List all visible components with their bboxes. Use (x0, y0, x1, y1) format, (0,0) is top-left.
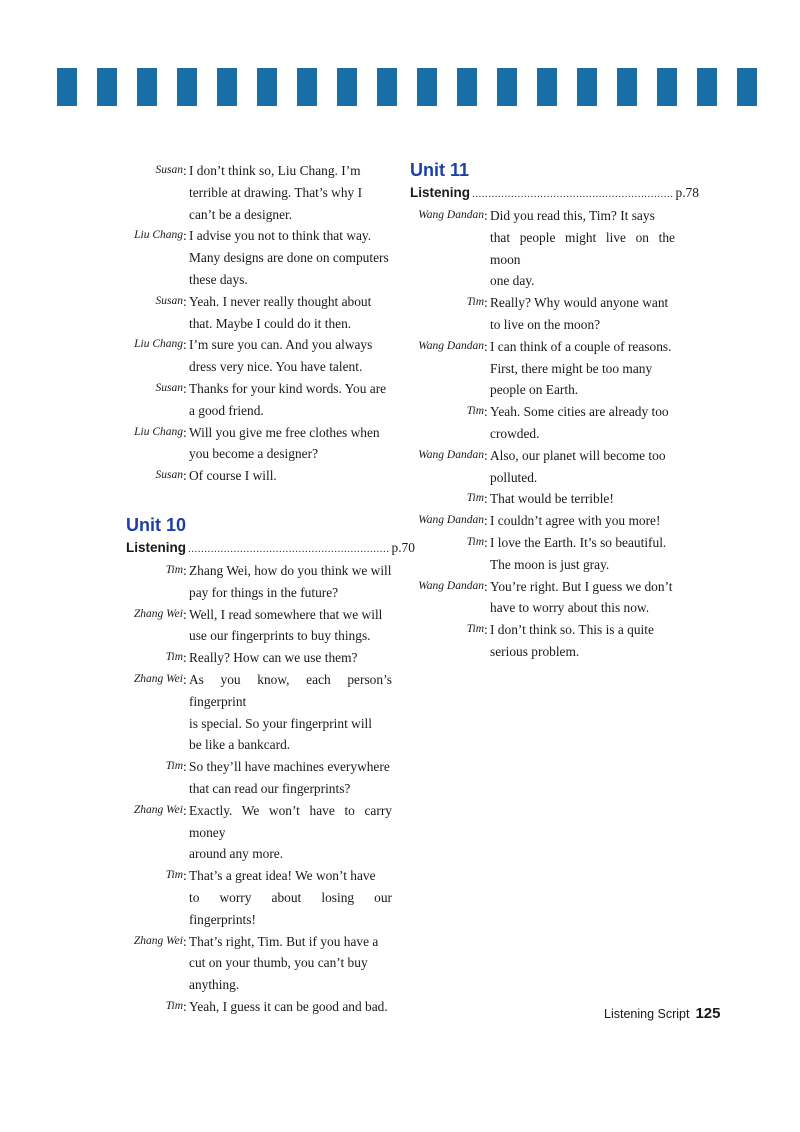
dialogue-text: that people might live on the moon (490, 229, 675, 267)
header-stripe-band (57, 68, 757, 106)
footer-label: Listening Script (604, 1007, 690, 1021)
speaker-name: Wang Dandan (418, 448, 484, 461)
unit-10-dialogue (126, 560, 392, 1018)
left-column (126, 160, 415, 1018)
dialogue-text: I don’t think so. This is a quite (490, 622, 654, 638)
dialogue-text: cut on your thumb, you can’t buy (189, 955, 368, 971)
speaker-name: Zhang Wei (133, 934, 183, 947)
dialogue-line (410, 597, 675, 619)
header-stripe (337, 68, 357, 106)
dialogue-text: Exactly. We won’t have to carry money (189, 802, 392, 840)
speaker-name: Tim (466, 405, 484, 418)
dialogue-text: Zhang Wei, how do you think we will (189, 562, 392, 578)
speaker-indent (410, 227, 484, 271)
dialogue-text: crowded. (490, 425, 540, 441)
speaker-name: Tim (165, 760, 183, 773)
speaker-colon: : (484, 295, 488, 311)
dialogue-text: to worry about losing our fingerprints! (189, 889, 392, 927)
dialogue-line (126, 313, 392, 335)
dialogue-text: I advise you not to think that way. (189, 228, 372, 244)
header-stripe (177, 68, 197, 106)
speaker-indent (410, 467, 484, 489)
page-reference: p.78 (675, 185, 699, 200)
speaker-colon: : (183, 671, 187, 687)
speaker-indent (126, 204, 183, 226)
dialogue-text: anything. (189, 977, 240, 993)
header-stripe (257, 68, 277, 106)
dialogue-line (410, 576, 675, 598)
header-stripe (697, 68, 717, 106)
dialogue-line (126, 160, 392, 182)
speaker-indent (410, 379, 484, 401)
unit-10-title: Unit 10 (126, 514, 187, 535)
header-stripe (657, 68, 677, 106)
dialogue-line (126, 291, 392, 313)
speaker-name: Zhang Wei (133, 803, 183, 816)
dialogue-text: Really? Why would anyone want (490, 295, 669, 311)
dialogue-text: people on Earth. (490, 382, 579, 398)
header-stripe (57, 68, 77, 106)
speaker-indent (126, 778, 183, 800)
header-stripe (137, 68, 157, 106)
header-stripe (737, 68, 757, 106)
header-stripe (617, 68, 637, 106)
dialogue-text: Did you read this, Tim? It says (490, 208, 655, 223)
speaker-name: Susan (155, 469, 183, 482)
dialogue-continued (126, 160, 392, 487)
speaker-indent (410, 641, 484, 663)
speaker-indent (410, 554, 484, 576)
dialogue-line (126, 734, 392, 756)
dialogue-text: Will you give me free clothes when (189, 424, 380, 440)
speaker-name: Wang Dandan (418, 579, 484, 592)
dialogue-line (126, 378, 392, 400)
speaker-name: Zhang Wei (133, 672, 183, 685)
dialogue-text: that can read our fingerprints? (189, 780, 351, 796)
unit-10-section (126, 513, 415, 1018)
dialogue-line (410, 423, 675, 445)
speaker-colon: : (183, 228, 187, 244)
dialogue-line (126, 865, 392, 887)
speaker-indent (410, 314, 484, 336)
speaker-indent (126, 400, 183, 422)
dialogue-text: As you know, each person’s fingerprint (189, 671, 392, 709)
dialogue-line (126, 974, 392, 996)
dialogue-text: You’re right. But I guess we don’t (490, 578, 673, 594)
leader-dots: .............................................................. (188, 542, 390, 555)
speaker-indent (126, 182, 183, 204)
speaker-name: Susan (155, 164, 183, 176)
unit-10-listening-row (126, 537, 415, 560)
dialogue-line (126, 247, 392, 269)
header-stripe (97, 68, 117, 106)
speaker-name: Tim (165, 563, 183, 576)
speaker-name: Liu Chang (134, 425, 183, 438)
dialogue-text: Yeah. I never really thought about (189, 293, 372, 309)
unit-11-title: Unit 11 (410, 160, 470, 180)
speaker-colon: : (183, 650, 187, 666)
dialogue-text: I can think of a couple of reasons. (490, 338, 672, 354)
dialogue-text: dress very nice. You have talent. (189, 359, 363, 375)
header-stripe (577, 68, 597, 106)
dialogue-line (410, 270, 675, 292)
dialogue-line (126, 756, 392, 778)
dialogue-text: around any more. (189, 846, 284, 862)
dialogue-text: a good friend. (189, 402, 264, 418)
speaker-colon: : (183, 424, 187, 440)
dialogue-line (126, 800, 392, 844)
dialogue-text: have to worry about this now. (490, 600, 650, 616)
speaker-colon: : (183, 802, 187, 818)
dialogue-line (126, 356, 392, 378)
speaker-indent (126, 625, 183, 647)
dialogue-line (126, 604, 392, 626)
page-reference: p.70 (391, 539, 415, 555)
dialogue-text: Well, I read somewhere that we will (189, 606, 383, 622)
speaker-name: Wang Dandan (418, 339, 484, 352)
speaker-colon: : (183, 293, 187, 309)
dialogue-line (126, 400, 392, 422)
dialogue-line (126, 952, 392, 974)
right-column (410, 160, 699, 663)
speaker-indent (410, 270, 484, 292)
dialogue-text: you become a designer? (189, 446, 319, 462)
speaker-indent (126, 734, 183, 756)
dialogue-line (410, 467, 675, 489)
speaker-indent (410, 358, 484, 380)
dialogue-line (410, 227, 675, 271)
dialogue-text: I don’t think so, Liu Chang. I’m (189, 163, 361, 178)
speaker-colon: : (484, 491, 488, 507)
dialogue-text: be like a bankcard. (189, 737, 291, 753)
dialogue-text: I’m sure you can. And you always (189, 337, 373, 353)
header-stripe (537, 68, 557, 106)
dialogue-line (410, 205, 675, 227)
dialogue-text: that. Maybe I could do it then. (189, 315, 352, 331)
dialogue-line (410, 488, 675, 510)
listening-label: Listening (410, 185, 470, 200)
speaker-colon: : (183, 468, 187, 484)
speaker-colon: : (183, 380, 187, 396)
speaker-name: Wang Dandan (418, 514, 484, 527)
speaker-indent (126, 843, 183, 865)
dialogue-line (126, 647, 392, 669)
dialogue-line (410, 358, 675, 380)
speaker-colon: : (183, 933, 187, 949)
header-stripe (417, 68, 437, 106)
dialogue-text: is special. So your fingerprint will (189, 715, 372, 731)
dialogue-line (126, 778, 392, 800)
speaker-colon: : (183, 868, 187, 884)
dialogue-line (126, 443, 392, 465)
dialogue-line (410, 532, 675, 554)
dialogue-line (410, 379, 675, 401)
speaker-colon: : (183, 562, 187, 578)
speaker-name: Zhang Wei (133, 607, 183, 620)
dialogue-text: Really? How can we use them? (189, 650, 358, 666)
dialogue-text: Of course I will. (189, 468, 277, 484)
dialogue-line (126, 931, 392, 953)
speaker-name: Liu Chang (134, 338, 183, 351)
dialogue-line (410, 336, 675, 358)
dialogue-line (126, 582, 392, 604)
dialogue-text: can’t be a designer. (189, 206, 293, 222)
dialogue-line (410, 510, 675, 532)
dialogue-line (410, 445, 675, 467)
unit-11-section (410, 158, 699, 663)
dialogue-line (126, 334, 392, 356)
speaker-indent (126, 443, 183, 465)
dialogue-line (126, 713, 392, 735)
dialogue-line (410, 619, 675, 641)
dialogue-text: Yeah. Some cities are already too (490, 404, 669, 420)
leader-dots: .............................................................. (472, 188, 674, 200)
speaker-indent (410, 423, 484, 445)
unit-11-dialogue (410, 205, 675, 663)
speaker-indent (126, 356, 183, 378)
speaker-name: Susan (155, 294, 183, 307)
speaker-indent (126, 974, 183, 996)
dialogue-text: use our fingerprints to buy things. (189, 628, 371, 644)
dialogue-text: So they’ll have machines everywhere (189, 759, 390, 775)
dialogue-text: That would be terrible! (490, 491, 614, 507)
speaker-indent (410, 597, 484, 619)
dialogue-text: serious problem. (490, 643, 580, 659)
dialogue-line (126, 465, 392, 487)
dialogue-line (126, 887, 392, 931)
dialogue-text: pay for things in the future? (189, 584, 339, 600)
dialogue-text: Also, our planet will become too (490, 447, 666, 463)
dialogue-text: these days. (189, 271, 248, 287)
dialogue-text: Yeah, I guess it can be good and bad. (189, 998, 388, 1014)
dialogue-text: Many designs are done on computers (189, 250, 389, 266)
speaker-colon: : (484, 404, 488, 420)
dialogue-text: That’s right, Tim. But if you have a (189, 933, 379, 949)
speaker-colon: : (183, 759, 187, 775)
speaker-indent (126, 952, 183, 974)
dialogue-line (126, 225, 392, 247)
dialogue-text: I love the Earth. It’s so beautiful. (490, 534, 667, 550)
speaker-colon: : (183, 998, 187, 1014)
dialogue-text: polluted. (490, 469, 538, 485)
page-number: 125 (695, 1005, 721, 1022)
speaker-name: Wang Dandan (418, 209, 484, 221)
dialogue-line (126, 182, 392, 204)
dialogue-text: Thanks for your kind words. You are (189, 380, 387, 396)
speaker-name: Susan (155, 381, 183, 394)
speaker-name: Tim (466, 535, 484, 548)
header-stripe (297, 68, 317, 106)
speaker-colon: : (484, 513, 488, 529)
speaker-colon: : (484, 578, 488, 594)
header-stripe (497, 68, 517, 106)
header-stripe (377, 68, 397, 106)
header-stripe (457, 68, 477, 106)
dialogue-line (126, 560, 392, 582)
speaker-name: Tim (165, 999, 183, 1012)
dialogue-line (126, 669, 392, 713)
speaker-colon: : (484, 338, 488, 354)
page-footer (604, 1005, 721, 1022)
speaker-colon: : (183, 337, 187, 353)
speaker-name: Tim (466, 492, 484, 505)
speaker-indent (126, 313, 183, 335)
dialogue-text: I couldn’t agree with you more! (490, 513, 661, 529)
dialogue-line (126, 996, 392, 1018)
unit-11-listening-row (410, 182, 699, 205)
dialogue-text: The moon is just gray. (490, 556, 610, 572)
header-stripe (217, 68, 237, 106)
dialogue-text: one day. (490, 273, 535, 289)
dialogue-line (410, 554, 675, 576)
speaker-indent (126, 582, 183, 604)
speaker-colon: : (183, 163, 187, 178)
dialogue-line (410, 314, 675, 336)
dialogue-line (126, 843, 392, 865)
dialogue-text: to live on the moon? (490, 316, 601, 332)
dialogue-line (410, 641, 675, 663)
dialogue-text: terrible at drawing. That’s why I (189, 184, 363, 200)
dialogue-line (410, 292, 675, 314)
speaker-colon: : (484, 447, 488, 463)
speaker-name: Tim (165, 651, 183, 664)
speaker-indent (126, 247, 183, 269)
speaker-name: Liu Chang (134, 229, 183, 242)
dialogue-line (126, 204, 392, 226)
speaker-colon: : (484, 622, 488, 638)
speaker-colon: : (484, 208, 488, 223)
dialogue-text: That’s a great idea! We won’t have (189, 868, 376, 884)
dialogue-line (126, 269, 392, 291)
speaker-name: Tim (466, 296, 484, 309)
speaker-colon: : (484, 534, 488, 550)
listening-label: Listening (126, 539, 186, 555)
dialogue-line (126, 422, 392, 444)
speaker-name: Tim (466, 623, 484, 636)
speaker-indent (126, 269, 183, 291)
speaker-name: Tim (165, 869, 183, 882)
speaker-indent (126, 713, 183, 735)
dialogue-line (126, 625, 392, 647)
dialogue-line (410, 401, 675, 423)
dialogue-text: First, there might be too many (490, 360, 653, 376)
speaker-colon: : (183, 606, 187, 622)
speaker-indent (126, 887, 183, 931)
